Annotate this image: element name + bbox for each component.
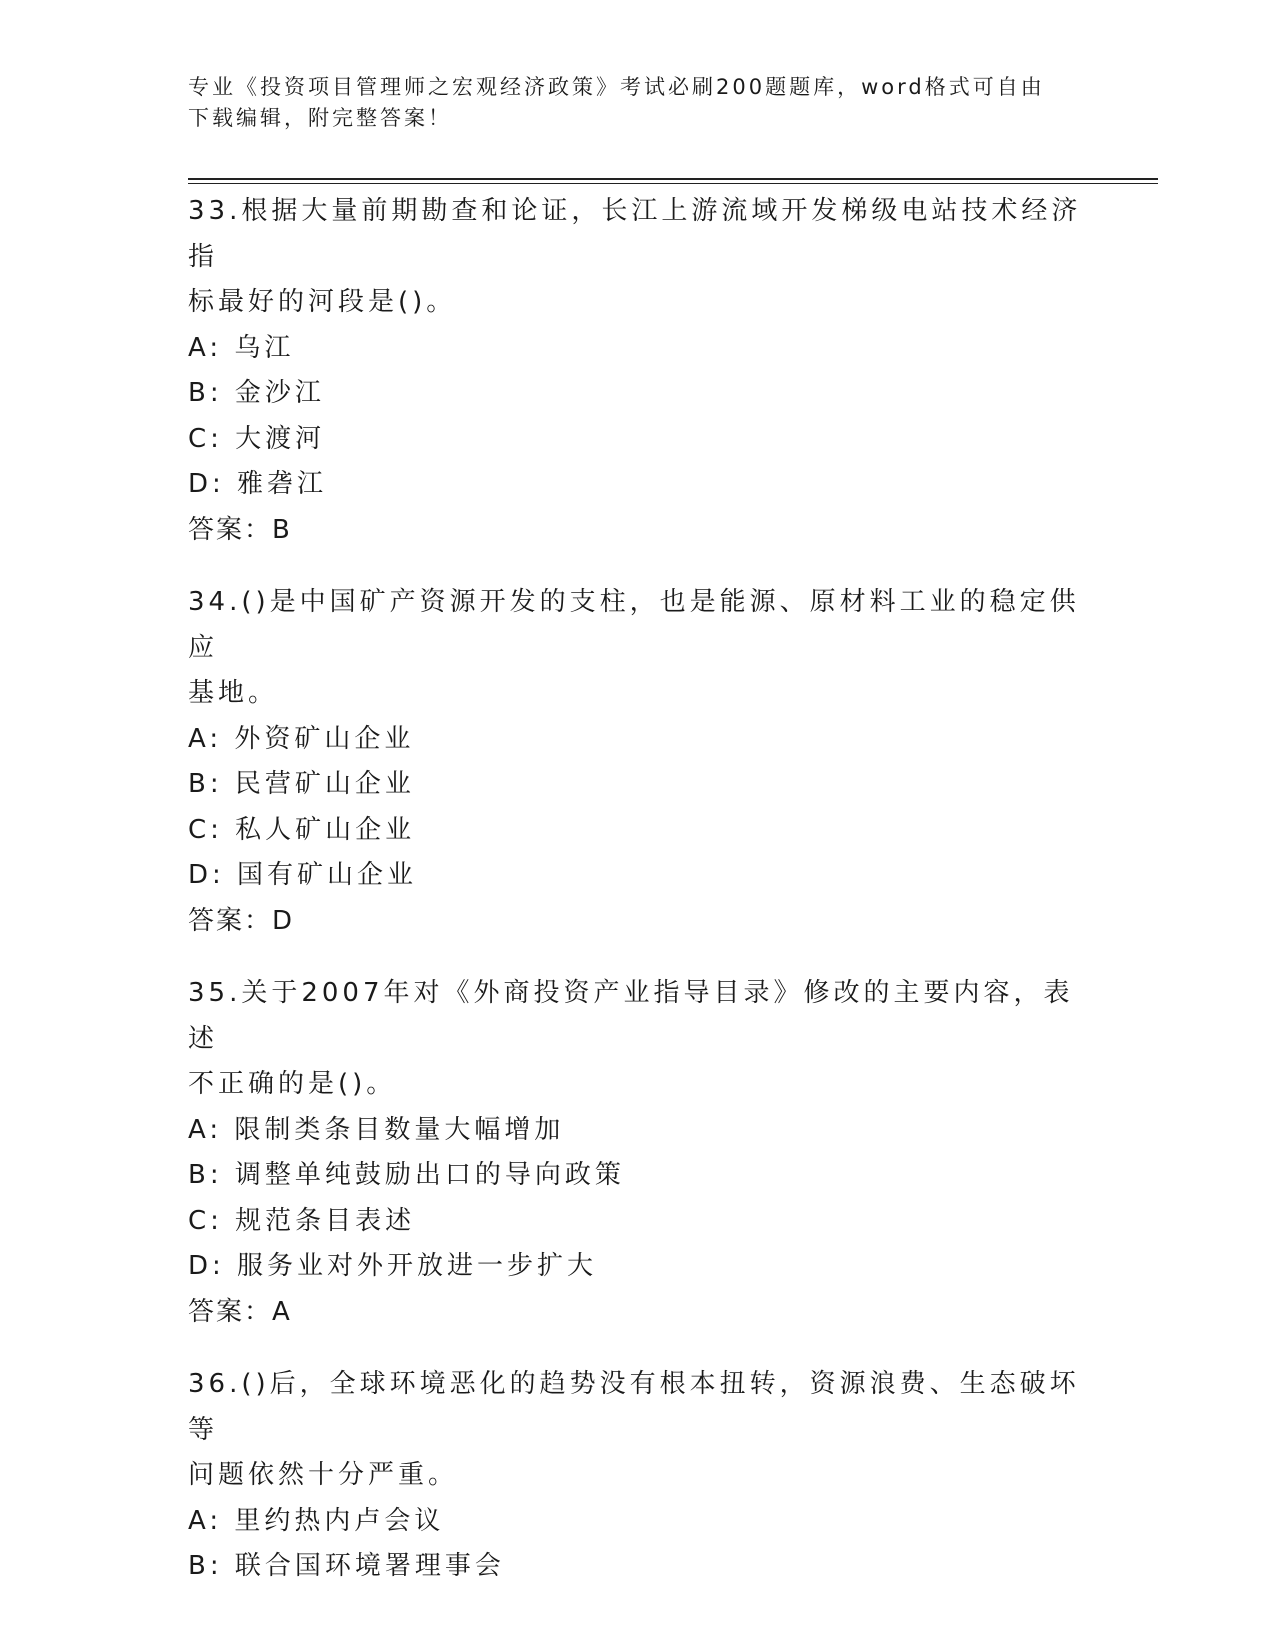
option-d: D: 雅砻江 (188, 469, 328, 499)
question-35 (188, 971, 1088, 1335)
option-b: B: 民营矿山企业 (188, 769, 415, 799)
question-text (188, 189, 1088, 326)
option-a: A: 里约热内卢会议 (188, 1505, 445, 1536)
question-text-line: 34.()是中国矿产资源开发的支柱，也是能源、原材料工业的稳定供应 (188, 587, 1080, 663)
question-text (188, 971, 1088, 1108)
question-text-line: 36.()后，全球环境恶化的趋势没有根本扭转，资源浪费、生态破坏等 (188, 1369, 1080, 1445)
answer: 答案：D (188, 905, 295, 936)
question-text (188, 1362, 1088, 1499)
question-33 (188, 189, 1088, 553)
question-34 (188, 580, 1088, 944)
question-text-line: 标最好的河段是()。 (188, 287, 457, 317)
header-rule-thin (188, 183, 1158, 184)
question-text-line: 33.根据大量前期勘查和论证，长江上游流域开发梯级电站技术经济指 (188, 196, 1082, 272)
question-text-line: 基地。 (188, 678, 279, 708)
option-d: D: 服务业对外开放进一步扩大 (188, 1251, 598, 1281)
question-text-line: 35.关于2007年对《外商投资产业指导目录》修改的主要内容，表述 (188, 978, 1074, 1054)
document-header (188, 72, 1088, 134)
header-line-2: 下载编辑，附完整答案！ (188, 106, 452, 130)
option-b: B: 联合国环境署理事会 (188, 1551, 505, 1581)
option-a: A: 限制类条目数量大幅增加 (188, 1114, 565, 1145)
option-d: D: 国有矿山企业 (188, 860, 418, 890)
question-list (188, 189, 1088, 1617)
question-text-line: 不正确的是()。 (188, 1069, 397, 1099)
question-text-line: 问题依然十分严重。 (188, 1460, 459, 1490)
option-c: C: 规范条目表述 (188, 1205, 416, 1236)
option-a: A: 乌江 (188, 332, 295, 363)
option-b: B: 调整单纯鼓励出口的导向政策 (188, 1160, 625, 1190)
option-a: A: 外资矿山企业 (188, 723, 415, 754)
option-c: C: 大渡河 (188, 423, 326, 454)
question-text (188, 580, 1088, 717)
answer: 答案：A (188, 1296, 292, 1327)
header-rule-thick (188, 178, 1158, 180)
answer: 答案：B (188, 514, 292, 545)
option-c: C: 私人矿山企业 (188, 814, 416, 845)
option-b: B: 金沙江 (188, 378, 325, 408)
header-line-1: 专业《投资项目管理师之宏观经济政策》考试必刷200题题库，word格式可自由 (188, 75, 1045, 99)
question-36 (188, 1362, 1088, 1590)
